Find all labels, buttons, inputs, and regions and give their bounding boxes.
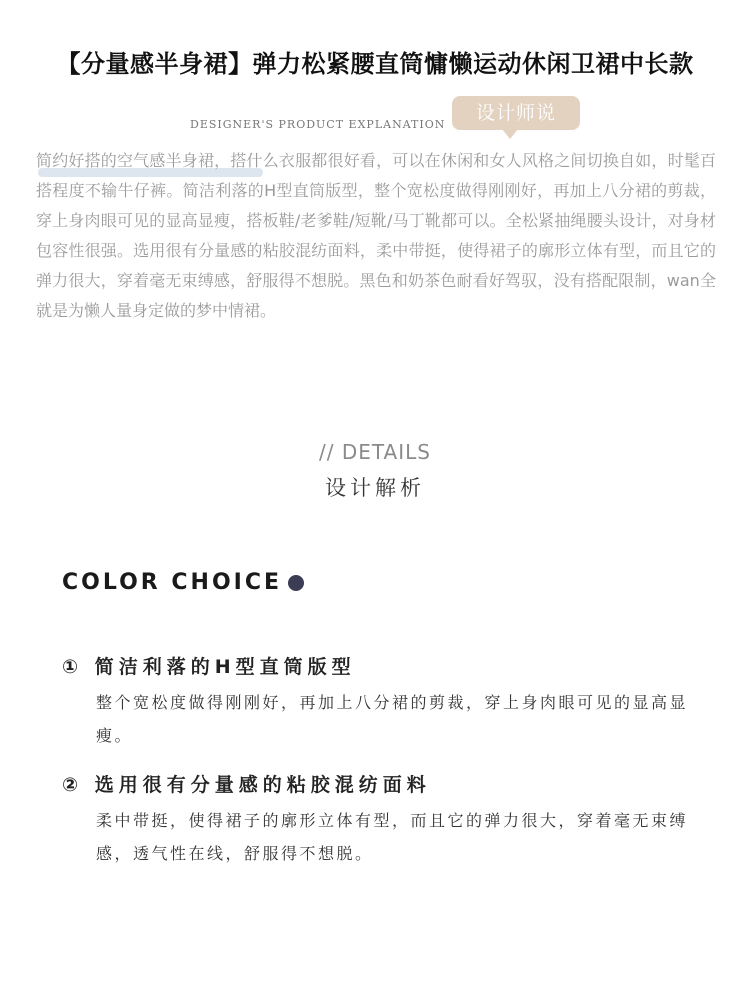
color-dot-icon <box>288 575 304 591</box>
designer-explanation-label: DESIGNER'S PRODUCT EXPLANATION <box>190 118 446 131</box>
details-label-en: // DETAILS <box>319 440 431 464</box>
item-1-title: ① 简洁利落的H型直筒版型 <box>62 656 356 678</box>
designer-description: 简约好搭的空气感半身裙，搭什么衣服都很好看，可以在休闲和女人风格之间切换自如，时髦百搭程度不输牛仔裤。简洁利落的H型直筒版型，整个宽松度做得刚刚好，再加上八分裙的剪裁，穿上身肉眼可见的显高显瘦，搭板鞋/老爹鞋/短靴/马丁靴都可以。全松紧抽绳腰头设计，对身材包容性很强。选用很有分量感的粘胶混纺面料，柔中带挺，使得裙子的廓形立体有型，而且它的弹力很大，穿着毫无束缚感，舒服得不想脱。黑色和奶茶色耐看好驾驭，没有搭配限制，wan全就是为懒人量身定做的梦中情裙。 <box>36 151 716 320</box>
item-2-text: 柔中带挺，使得裙子的廓形立体有型，而且它的弹力很大，穿着毫无束缚感，透气性在线，舒服得不想脱。 <box>96 811 689 863</box>
color-choice-heading: COLOR CHOICE <box>62 570 283 595</box>
details-label-cn: 设计解析 <box>325 476 425 500</box>
item-1-text: 整个宽松度做得刚刚好，再加上八分裙的剪裁，穿上身肉眼可见的显高显瘦。 <box>96 693 689 745</box>
item-2-title: ② 选用很有分量感的粘胶混纺面料 <box>62 774 431 796</box>
page-title: 【分量感半身裙】弹力松紧腰直筒慵懒运动休闲卫裙中长款 <box>56 49 694 78</box>
badge-tail-shape <box>502 129 518 139</box>
designer-badge: 设计师说 <box>452 96 580 130</box>
